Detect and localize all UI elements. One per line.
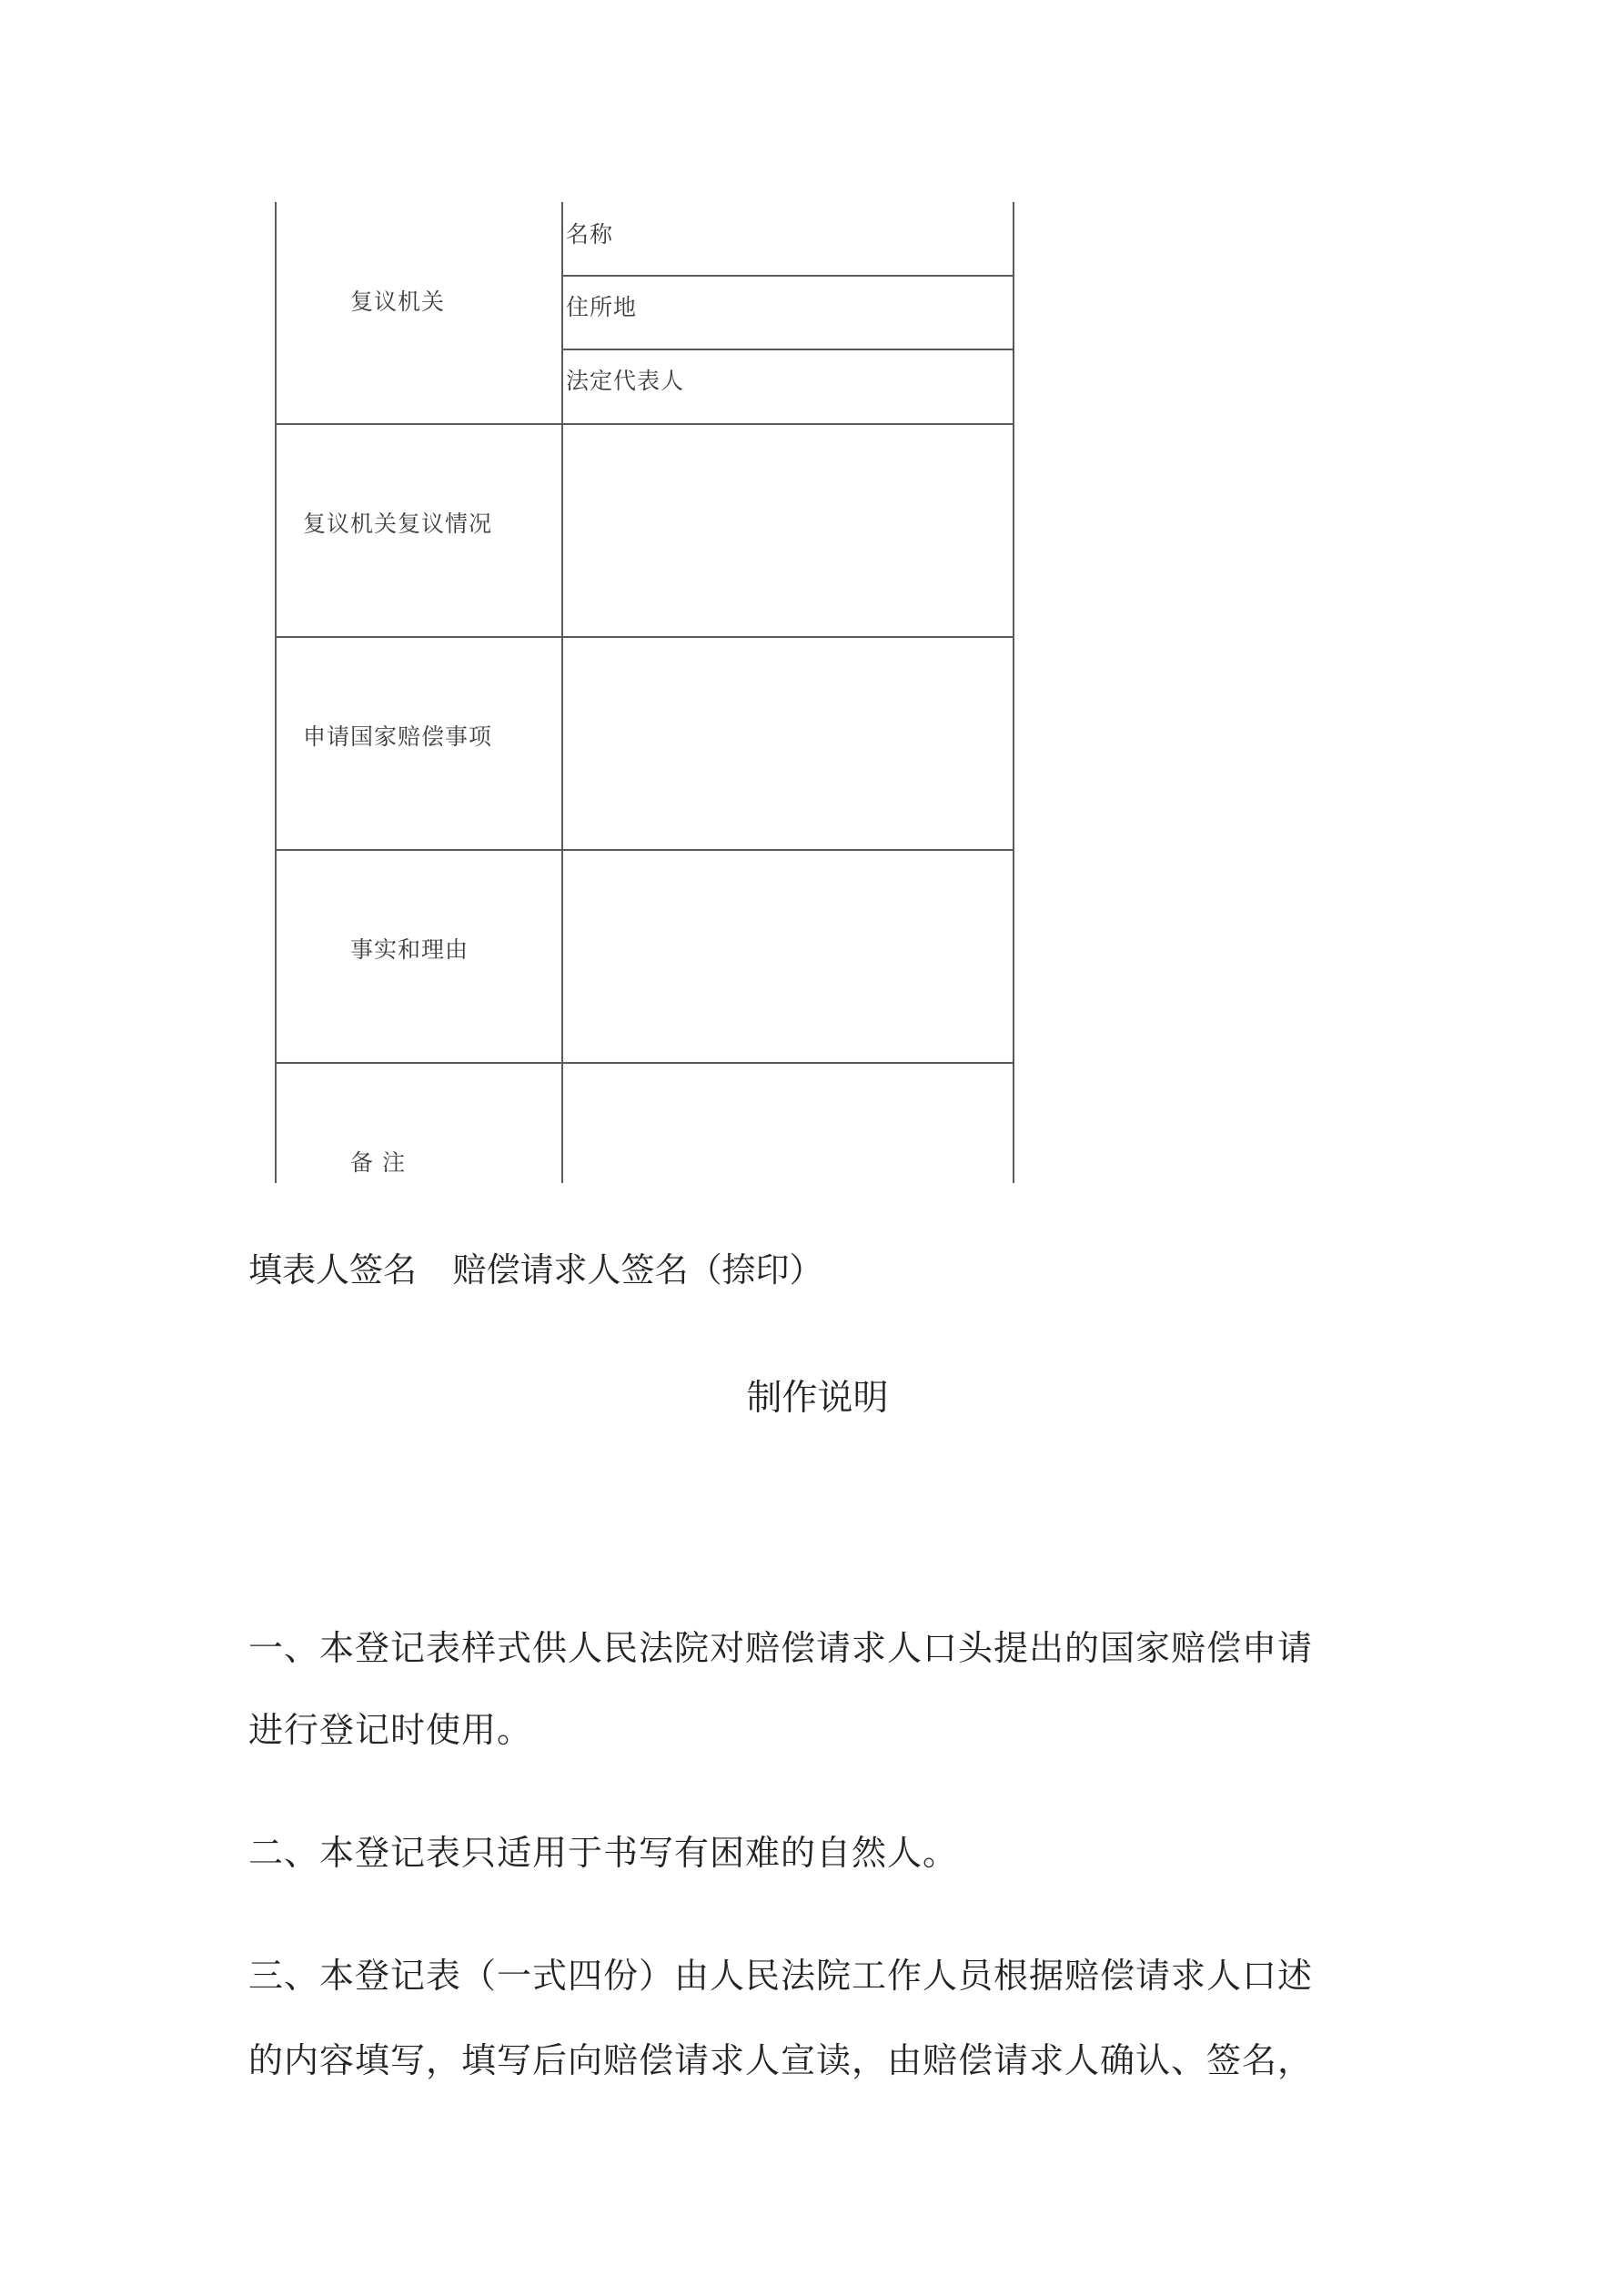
row-label-review-status: 复议机关复议情况 — [303, 511, 493, 537]
filler-signature-label: 填表人签名 — [248, 1250, 417, 1290]
claimant-signature-label: 赔偿请求人签名（捺印） — [452, 1250, 823, 1290]
row-divider-3 — [275, 849, 1014, 851]
signature-line — [248, 1242, 823, 1291]
table-left-border — [275, 202, 277, 1183]
row-label-review-agency: 复议机关 — [350, 288, 446, 315]
subfield-label-name: 名称 — [566, 221, 614, 248]
row-label-facts-reasons: 事实和理由 — [350, 936, 469, 963]
subfield-divider-1 — [561, 275, 1014, 277]
row-divider-1 — [275, 423, 1014, 425]
subfield-label-address: 住所地 — [566, 294, 638, 320]
row-label-remarks: 备 注 — [350, 1149, 406, 1176]
subfield-divider-2 — [561, 349, 1014, 350]
row-label-compensation-items: 申请国家赔偿事项 — [303, 723, 493, 750]
row-divider-2 — [275, 636, 1014, 638]
instruction-line-5: 的内容填写，填写后向赔偿请求人宣读，由赔偿请求人确认、签名， — [248, 2040, 1314, 2080]
instruction-line-3: 二、本登记表只适用于书写有困难的自然人。 — [248, 1833, 959, 1873]
instructions-title: 制作说明 — [746, 1378, 889, 1419]
instruction-line-1: 一、本登记表样式供人民法院对赔偿请求人口头提出的国家赔偿申请 — [248, 1628, 1314, 1668]
row-divider-4 — [275, 1062, 1014, 1064]
subfield-label-legal-representative: 法定代表人 — [566, 368, 685, 394]
instruction-line-2: 进行登记时使用。 — [248, 1710, 533, 1750]
instruction-line-4: 三、本登记表（一式四份）由人民法院工作人员根据赔偿请求人口述 — [248, 1956, 1314, 1996]
